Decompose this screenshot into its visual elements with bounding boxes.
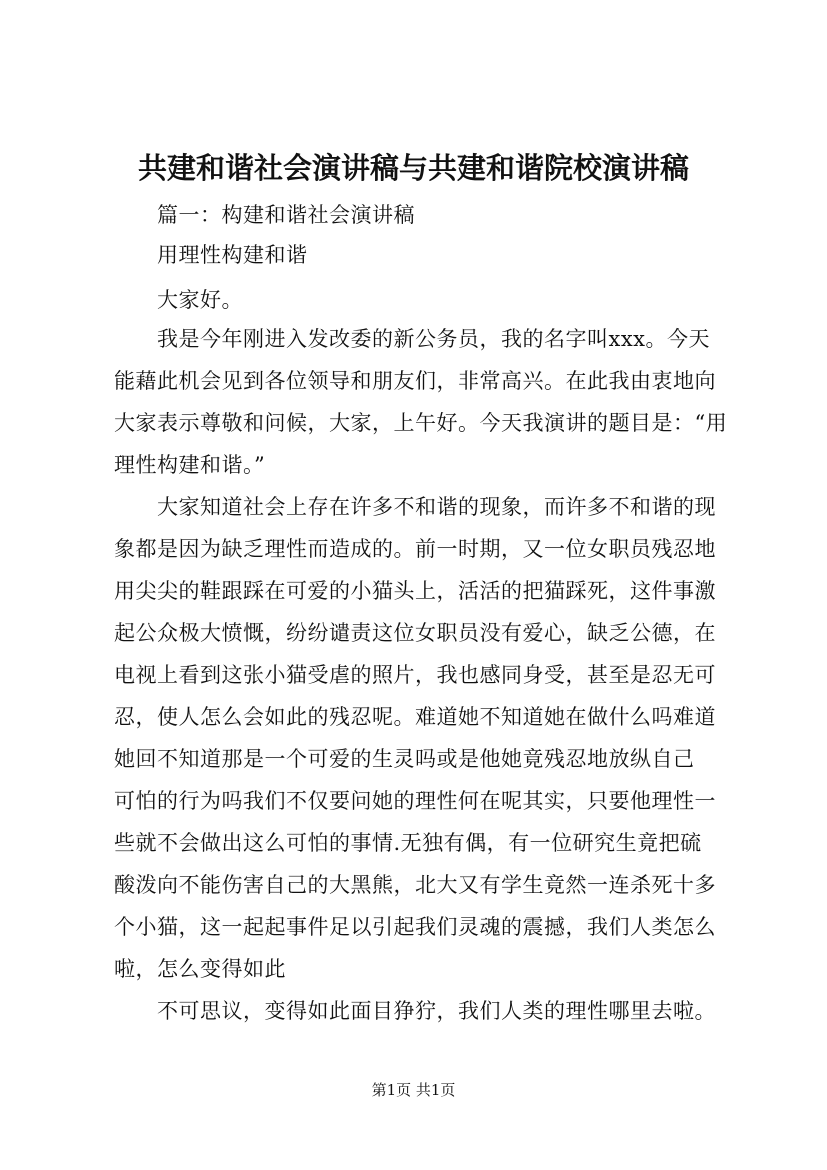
speech-title: 用理性构建和谐 [157,243,308,267]
greeting: 大家好。 [157,288,243,312]
paragraph-line: 啦，怎么变得如此 [114,957,286,981]
document-title: 共建和谐社会演讲稿与共建和谐院校演讲稿 [137,151,689,185]
paragraph-line: 些就不会做出这么可怕的事情.无独有偶，有一位研究生竟把硫 [114,831,702,855]
paragraph-line: 我是今年刚进入发改委的新公务员，我的名字叫xxx。今天 [157,327,711,351]
paragraph-line: 她回不知道那是一个可爱的生灵吗或是他她竟残忍地放纵自己 [114,747,695,771]
paragraph-line: 大家表示尊敬和问候，大家，上午好。今天我演讲的题目是：“用 [114,411,728,435]
paragraph-line: 不可思议，变得如此面目狰狞，我们人类的理性哪里去啦。 [157,999,716,1023]
paragraph-line: 起公众极大愤慨，纷纷谴责这位女职员没有爱心，缺乏公德，在 [114,621,716,645]
paragraph-line: 能藉此机会见到各位领导和朋友们，非常高兴。在此我由衷地向 [114,369,716,393]
section-heading: 篇一：构建和谐社会演讲稿 [157,203,415,227]
paragraph-line: 理性构建和谐。” [114,453,266,477]
paragraph-line: 象都是因为缺乏理性而造成的。前一时期，又一位女职员残忍地 [114,537,716,561]
paragraph-line: 个小猫，这一起起事件足以引起我们灵魂的震撼，我们人类怎么 [114,915,716,939]
paragraph-line: 酸泼向不能伤害自己的大黑熊，北大又有学生竟然一连杀死十多 [114,873,716,897]
paragraph-line: 可怕的行为吗我们不仅要问她的理性何在呢其实，只要他理性一 [114,789,716,813]
paragraph-line: 电视上看到这张小猫受虐的照片，我也感同身受，甚至是忍无可 [114,663,716,687]
page-number-footer: 第1页 共1页 [371,1081,456,1099]
paragraph-line: 忍，使人怎么会如此的残忍呢。难道她不知道她在做什么吗难道 [114,705,716,729]
paragraph-line: 用尖尖的鞋跟踩在可爱的小猫头上，活活的把猫踩死，这件事激 [114,579,716,603]
paragraph-line: 大家知道社会上存在许多不和谐的现象，而许多不和谐的现 [157,495,716,519]
